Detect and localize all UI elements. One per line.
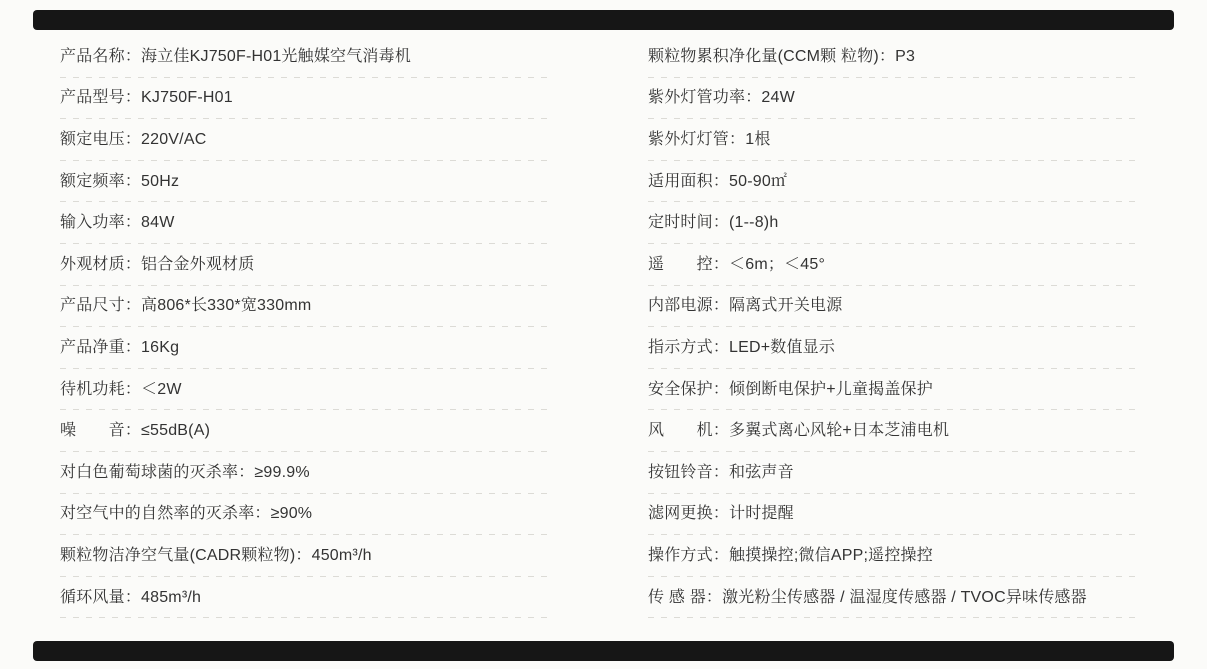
- spec-text: [60, 90, 233, 106]
- spec-row: [648, 202, 1142, 244]
- spec-row: [60, 494, 554, 536]
- spec-row: [60, 410, 554, 452]
- spec-row: [648, 369, 1142, 411]
- spec-colon: ：: [712, 338, 730, 356]
- spec-colon: ：: [712, 297, 730, 315]
- spec-colon: ：: [124, 214, 142, 232]
- spec-text: [648, 506, 794, 522]
- spec-value: 24W: [761, 89, 795, 107]
- spec-row: [60, 161, 554, 203]
- spec-colon: ：: [124, 380, 142, 398]
- spec-value: ＜2W: [141, 380, 182, 398]
- spec-value: 485m³/h: [141, 588, 202, 606]
- spec-row: [60, 452, 554, 494]
- spec-colon: ：: [745, 89, 762, 107]
- spec-row: [60, 202, 554, 244]
- spec-colon: ：: [878, 47, 896, 65]
- spec-label: 遥 控: [648, 255, 713, 273]
- spec-text: [60, 215, 175, 231]
- spec-text: [60, 465, 310, 481]
- spec-value: 1根: [745, 130, 771, 148]
- spec-colon: ：: [124, 255, 142, 273]
- spec-colon: ：: [124, 172, 142, 190]
- spec-colon: ：: [712, 255, 730, 273]
- spec-colon: ：: [712, 505, 730, 523]
- spec-label: 产品型号: [60, 89, 125, 107]
- spec-row: [648, 119, 1142, 161]
- spec-label: 定时时间: [648, 214, 713, 232]
- spec-text: [648, 174, 787, 190]
- spec-row: [60, 535, 554, 577]
- spec-row: [648, 78, 1142, 120]
- spec-label: 对白色葡萄球菌的灭杀率: [60, 463, 239, 481]
- spec-label: 产品净重: [60, 338, 125, 356]
- spec-row: [648, 244, 1142, 286]
- spec-colon: ：: [712, 214, 730, 232]
- spec-row: [648, 577, 1142, 619]
- spec-colon: ：: [712, 422, 730, 440]
- spec-text: [60, 340, 179, 356]
- spec-text: [60, 257, 254, 273]
- spec-row: [648, 286, 1142, 328]
- spec-label: 紫外灯管功率: [648, 89, 746, 107]
- spec-colon: ：: [712, 463, 730, 481]
- spec-value: 隔离式开关电源: [729, 297, 843, 315]
- spec-colon: ：: [295, 546, 312, 564]
- spec-label: 内部电源: [648, 297, 713, 315]
- spec-colon: ：: [238, 463, 255, 481]
- spec-colon: ：: [712, 172, 730, 190]
- spec-colon: ：: [705, 588, 723, 606]
- spec-row: [648, 494, 1142, 536]
- spec-colon: ：: [729, 130, 746, 148]
- spec-value: ≥99.9%: [254, 463, 310, 481]
- spec-value: 16Kg: [141, 338, 180, 356]
- spec-label: 安全保护: [648, 380, 713, 398]
- spec-text: [648, 298, 842, 314]
- spec-row: [60, 119, 554, 161]
- spec-colon: ：: [124, 338, 142, 356]
- spec-label: 颗粒物洁净空气量(CADR颗粒物): [60, 546, 296, 564]
- spec-label: 对空气中的自然率的灭杀率: [60, 505, 255, 523]
- spec-label: 循环风量: [60, 588, 125, 606]
- spec-text: [60, 298, 311, 314]
- spec-colon: ：: [124, 422, 142, 440]
- spec-value: 50-90㎡: [729, 172, 788, 190]
- spec-label: 输入功率: [60, 214, 125, 232]
- spec-label: 传 感 器: [648, 588, 706, 606]
- spec-text: [648, 423, 949, 439]
- spec-value: 倾倒断电保护+儿童揭盖保护: [729, 380, 933, 398]
- spec-value: 计时提醒: [729, 505, 794, 523]
- spec-label: 产品尺寸: [60, 297, 125, 315]
- spec-label: 操作方式: [648, 546, 713, 564]
- spec-text: [648, 590, 1087, 606]
- spec-colon: ：: [124, 297, 142, 315]
- spec-label: 额定电压: [60, 130, 125, 148]
- spec-value: 450m³/h: [311, 546, 372, 564]
- spec-text: [60, 132, 206, 148]
- spec-row: [648, 36, 1142, 78]
- spec-row: [648, 535, 1142, 577]
- spec-column-left: [60, 36, 554, 618]
- bottom-decor-bar: [33, 641, 1174, 661]
- spec-value: KJ750F-H01: [141, 89, 233, 107]
- spec-text: [60, 382, 182, 398]
- spec-row: [60, 327, 554, 369]
- spec-text: [60, 49, 411, 65]
- spec-label: 颗粒物累积净化量(CCM颗 粒物): [648, 47, 879, 65]
- spec-row: [60, 36, 554, 78]
- spec-text: [60, 548, 372, 564]
- spec-colon: ：: [712, 380, 730, 398]
- spec-label: 额定频率: [60, 172, 125, 190]
- spec-row: [60, 369, 554, 411]
- spec-label: 风 机: [648, 422, 713, 440]
- spec-value: 50Hz: [141, 172, 180, 190]
- spec-text: [648, 465, 794, 481]
- spec-column-right: [648, 36, 1142, 618]
- spec-value: 220V/AC: [141, 130, 207, 148]
- spec-row: [648, 452, 1142, 494]
- spec-value: (1--8)h: [729, 214, 779, 232]
- spec-value: 激光粉尘传感器 / 温湿度传感器 / TVOC异味传感器: [722, 588, 1087, 606]
- spec-label: 噪 音: [60, 422, 125, 440]
- spec-colon: ：: [124, 89, 142, 107]
- spec-label: 产品名称: [60, 47, 125, 65]
- spec-row: [648, 161, 1142, 203]
- spec-text: [648, 90, 795, 106]
- spec-text: [648, 382, 933, 398]
- spec-text: [648, 215, 778, 231]
- spec-text: [648, 340, 835, 356]
- spec-row: [60, 577, 554, 619]
- spec-text: [648, 548, 933, 564]
- spec-colon: ：: [124, 47, 142, 65]
- spec-label: 外观材质: [60, 255, 125, 273]
- spec-label: 适用面积: [648, 172, 713, 190]
- spec-colon: ：: [254, 505, 271, 523]
- spec-row: [60, 286, 554, 328]
- spec-text: [60, 174, 179, 190]
- spec-value: 海立佳KJ750F-H01光触媒空气消毒机: [141, 47, 412, 65]
- spec-value: 铝合金外观材质: [141, 255, 255, 273]
- spec-row: [648, 327, 1142, 369]
- spec-label: 待机功耗: [60, 380, 125, 398]
- spec-text: [60, 423, 210, 439]
- spec-label: 紫外灯灯管: [648, 130, 730, 148]
- spec-colon: ：: [124, 130, 142, 148]
- spec-value: 多翼式离心风轮+日本芝浦电机: [729, 422, 950, 440]
- spec-value: ＜6m；＜45°: [729, 255, 826, 273]
- spec-colon: ：: [712, 546, 730, 564]
- spec-label: 按钮铃音: [648, 463, 713, 481]
- top-decor-bar: [33, 10, 1174, 30]
- spec-label: 滤网更换: [648, 505, 713, 523]
- spec-row: [648, 410, 1142, 452]
- spec-value: 和弦声音: [729, 463, 794, 481]
- spec-text: [60, 590, 201, 606]
- spec-text: [648, 257, 825, 273]
- spec-value: ≥90%: [270, 505, 313, 523]
- spec-value: 高806*长330*宽330mm: [141, 297, 312, 315]
- spec-colon: ：: [124, 588, 142, 606]
- spec-row: [60, 78, 554, 120]
- spec-value: ≤55dB(A): [141, 422, 211, 440]
- spec-label: 指示方式: [648, 338, 713, 356]
- spec-value: 触摸操控;微信APP;遥控操控: [729, 546, 933, 564]
- spec-value: P3: [895, 47, 916, 65]
- spec-text: [60, 506, 312, 522]
- spec-value: LED+数值显示: [729, 338, 836, 356]
- spec-value: 84W: [141, 214, 175, 232]
- spec-text: [648, 132, 771, 148]
- spec-row: [60, 244, 554, 286]
- spec-text: [648, 49, 915, 65]
